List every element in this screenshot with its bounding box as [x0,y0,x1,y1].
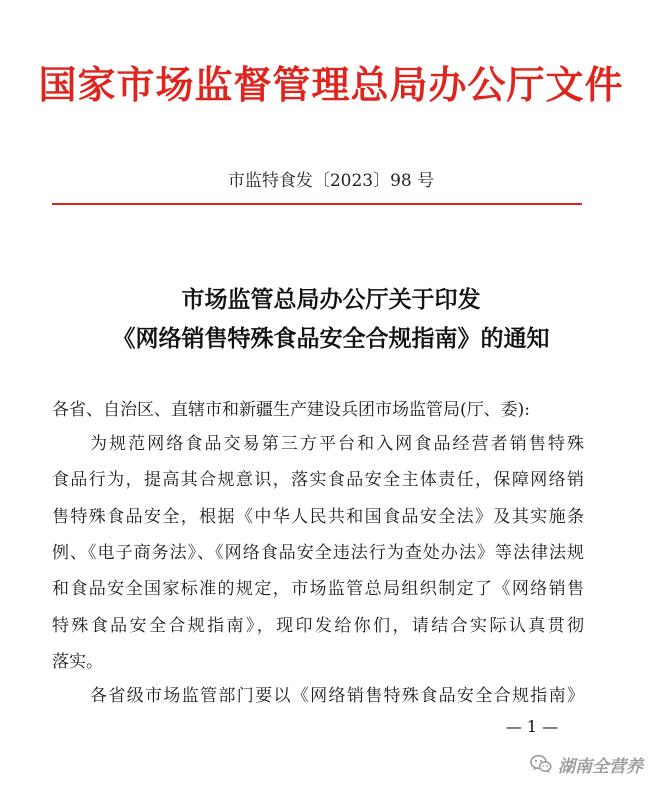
wechat-icon [530,754,552,774]
paragraph-2-line-1: 各省级市场监管部门要以《网络销售特殊食品安全合规指南》 [90,686,584,706]
paragraph-1-line-6: 特殊食品安全合规指南》，现印发给你们，请结合实际认真贯彻 [52,616,584,636]
document-header-title: 国家市场监督管理总局办公厅文件 [38,62,624,107]
watermark-text: 湖南全营养 [558,756,643,777]
addressee-line: 各省、自治区、直辖市和新疆生产建设兵团市场监管局(厅、委): [52,400,530,420]
red-divider-line [52,203,582,205]
document-number: 市监特食发〔2023〕98 号 [227,171,435,191]
page-number: — 1 — [505,717,559,736]
notice-title-line-2: 《网络销售特殊食品安全合规指南》的通知 [112,325,550,352]
notice-title-line-1: 市场监管总局办公厅关于印发 [181,286,481,313]
paragraph-1-line-1: 为规范网络食品交易第三方平台和入网食品经营者销售特殊 [90,434,584,454]
paragraph-1-line-7: 落实。 [52,652,103,672]
watermark [530,752,643,776]
paragraph-1-line-5: 和食品安全国家标准的规定，市场监管总局组织制定了《网络销售 [52,579,584,599]
paragraph-1-line-2: 食品行为，提高其合规意识，落实食品安全主体责任，保障网络销 [52,470,584,490]
paragraph-1-line-3: 售特殊食品安全，根据《中华人民共和国食品安全法》及其实施条 [52,507,584,527]
paragraph-1-line-4: 例、《电子商务法》、《网络食品安全违法行为查处办法》等法律法规 [52,543,584,563]
